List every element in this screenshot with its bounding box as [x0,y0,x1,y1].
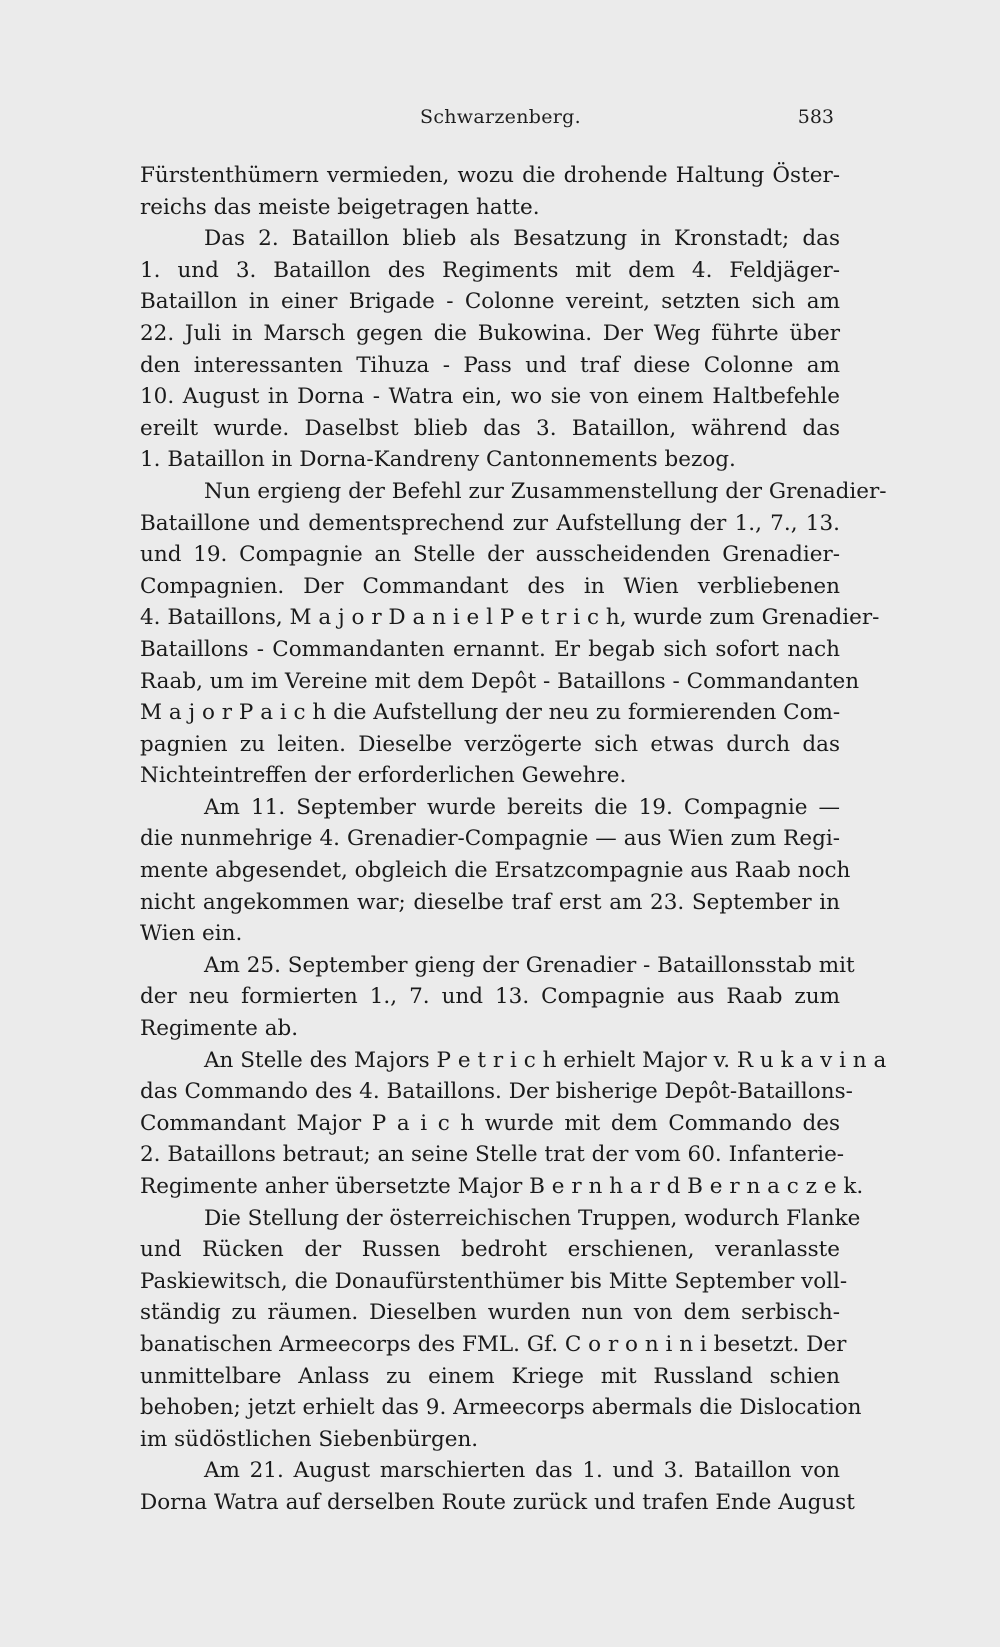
text-line: nicht angekommen war; dieselbe traf erst am 23. September in [140,889,840,915]
text-line: Bataillon in einer Brigade - Colonne vereint, setzten sich am [140,289,840,315]
text-line: pagnien zu leiten. Dieselbe verzögerte sich etwas durch das [140,731,840,757]
text-line: unmittelbare Anlass zu einem Kriege mit Russland schien [140,1363,840,1389]
text-line: Am 21. August marschierten das 1. und 3. Bataillon von [204,1458,840,1484]
text-line: banatischen Armeecorps des FML. Gf. C o r o n i n i besetzt. Der [140,1331,847,1357]
text-line: Commandant Major P a i c h wurde mit dem Commando des [140,1110,840,1136]
text-line: Raab, um im Vereine mit dem Depôt - Bataillons - Commandanten [140,668,860,694]
text-line: Regimente anher übersetzte Major B e r n h a r d B e r n a c z e k. [140,1174,864,1199]
page-number: 583 [797,106,834,128]
text-line: Bataillone und dementsprechend zur Aufstellung der 1., 7., 13. [140,510,840,536]
text-line: behoben; jetzt erhielt das 9. Armeecorps abermals die Dislocation [140,1395,862,1421]
text-line: M a j o r P a i c h die Aufstellung der neu zu formierenden Com- [140,700,841,726]
text-line: 2. Bataillons betraut; an seine Stelle trat der vom 60. Infanterie- [140,1142,845,1168]
text-line: die nunmehrige 4. Grenadier-Compagnie — aus Wien zum Regi- [140,826,840,852]
text-line: Paskiewitsch, die Donaufürstenthümer bis Mitte September voll- [140,1268,848,1294]
text-line: Compagnien. Der Commandant des in Wien verbliebenen [140,573,840,599]
text-line: 10. August in Dorna - Watra ein, wo sie von einem Haltbefehle [140,384,840,410]
text-line: Fürstenthümern vermieden, wozu die drohende Haltung Öster- [140,163,840,188]
running-head: Schwarzenberg. [420,106,581,128]
text-line: Am 11. September wurde bereits die 19. Compagnie — [204,794,840,820]
text-line: An Stelle des Majors P e t r i c h erhielt Major v. R u k a v i n a [204,1047,887,1073]
text-line: 22. Juli in Marsch gegen die Bukowina. Der Weg führte über [140,320,840,346]
body-text [140,160,887,1519]
text-line: Dorna Watra auf derselben Route zurück und trafen Ende August [140,1489,855,1515]
text-line: Die Stellung der österreichischen Truppen, wodurch Flanke [204,1205,861,1231]
text-line: Regimente ab. [140,1016,299,1042]
text-line: Das 2. Bataillon blieb als Besatzung in Kronstadt; das [204,226,840,252]
text-line: reichs das meiste beigetragen hatte. [140,194,540,220]
text-line: und 19. Compagnie an Stelle der ausscheidenden Grenadier- [140,542,840,568]
text-line: ereilt wurde. Daselbst blieb das 3. Bataillon, während das [140,415,840,441]
text-line: Bataillons - Commandanten ernannt. Er begab sich sofort nach [140,636,840,662]
text-line: mente abgesendet, obgleich die Ersatzcompagnie aus Raab noch [140,858,851,884]
text-line: Nichteintreffen der erforderlichen Gewehre. [140,763,627,789]
text-line: 1. Bataillon in Dorna-Kandreny Cantonnements bezog. [140,447,736,473]
text-line: Wien ein. [140,921,243,947]
text-line: 1. und 3. Bataillon des Regiments mit dem 4. Feldjäger- [140,257,840,283]
text-line: das Commando des 4. Bataillons. Der bisherige Depôt-Bataillons- [140,1079,853,1105]
text-line: ständig zu räumen. Dieselben wurden nun von dem serbisch- [140,1300,840,1326]
text-line: Am 25. September gieng der Grenadier - Bataillonsstab mit [204,952,855,978]
text-line: der neu formierten 1., 7. und 13. Compagnie aus Raab zum [140,984,840,1010]
text-line: Nun ergieng der Befehl zur Zusammenstellung der Grenadier- [204,478,887,504]
text-line: 4. Bataillons, M a j o r D a n i e l P e t r i c h, wurde zum Grenadier- [140,605,880,631]
text-line: den interessanten Tihuza - Pass und traf diese Colonne am [140,352,840,378]
page-header [140,106,834,136]
text-line: im südöstlichen Siebenbürgen. [140,1426,479,1452]
text-line: und Rücken der Russen bedroht erschienen, veranlasste [140,1237,840,1263]
